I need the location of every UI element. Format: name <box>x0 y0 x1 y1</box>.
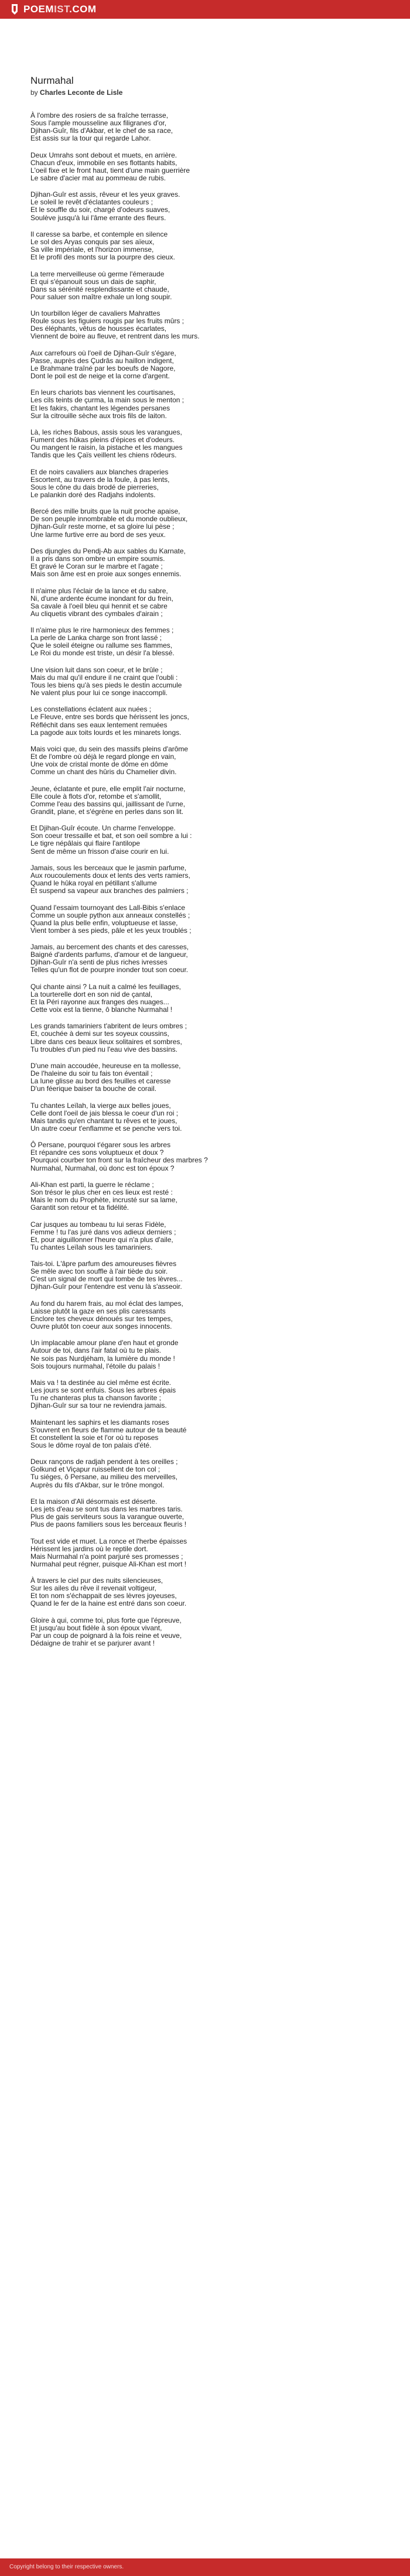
poem-stanza <box>30 864 382 895</box>
poem-stanza <box>30 627 382 657</box>
poem-line: Aux carrefours où l'oeil de Djihan-Guîr s'égare, <box>30 348 176 357</box>
poem-line: Et de noirs cavaliers aux blanches draperies <box>30 467 169 476</box>
poem-line: À l'ombre des rosiers de sa fraîche terrasse, <box>30 111 169 119</box>
poem-line: Au fond du harem frais, au mol éclat des lampes, <box>30 1299 183 1308</box>
poem-line: Celle dont l'oeil de jais blessa le coeur d'un roi ; <box>30 1109 179 1117</box>
poem-line: Soulève jusqu'à lui l'âme errante des fleurs. <box>30 213 166 222</box>
poem-line: Ne valent plus pour lui ce songe inaccompli. <box>30 689 168 697</box>
poem-line: Hérissent les jardins où le reptile dort. <box>30 1544 148 1553</box>
poem-line: À travers le ciel pur des nuits silencieuses, <box>30 1576 163 1585</box>
poem-line: Un tourbillon léger de cavaliers Mahrattes <box>30 309 160 318</box>
poem-line: Escortent, au travers de la foule, à pas lents, <box>30 475 170 484</box>
poem-line: Le Roi du monde est triste, un désir l'a blessé. <box>30 649 175 658</box>
poem-stanza <box>30 706 382 736</box>
poem-line: Pour saluer son maître exhale un long soupir. <box>30 292 172 301</box>
poem-line: Golkund et Viçapur ruissellent de ton col ; <box>30 1465 160 1474</box>
poem-line: Telles qu'un flot de pourpre inonder tout son coeur. <box>30 966 189 974</box>
poem-title: Nurmahal <box>30 75 74 86</box>
poem-stanza <box>30 1102 382 1133</box>
poem-line: Le tigre népâlais qui flaire l'antilope <box>30 839 141 848</box>
poem-line: Ali-Khan est parti, la guerre le réclame ; <box>30 1180 154 1189</box>
poem-line: Tu ne chanteras plus ta chanson favorite ; <box>30 1394 162 1402</box>
poem-stanza <box>30 1617 382 1647</box>
poem-line: Fument des hûkas pleins d'épices et d'odeurs. <box>30 436 175 444</box>
poem-line: Sa ville impériale, et l'horizon immense, <box>30 245 154 254</box>
poem-body <box>30 112 382 1647</box>
poem-line: Les grands tamariniers t'abritent de leurs ombres ; <box>30 1022 187 1031</box>
poem-stanza <box>30 548 382 578</box>
poem-stanza <box>30 1300 382 1330</box>
poem-line: Là, les riches Babous, assis sous les varangues, <box>30 428 182 436</box>
poem-line: Et qui s'épanouit sous un dais de saphir, <box>30 277 156 286</box>
poem-line: Les jets d'eau se sont tus dans les marbres taris. <box>30 1504 183 1513</box>
poem-line: Sa cavale à l'oeil bleu qui hennit et se cabre <box>30 601 168 610</box>
poem-line: Tu chantes Leïlah, la vierge aux belles joues, <box>30 1101 171 1110</box>
poem-line: La lune glisse au bord des feuilles et caresse <box>30 1077 171 1086</box>
poem-line: Sous le dôme royal de ton palais d'été. <box>30 1441 152 1449</box>
poem-line: Il caresse sa barbe, et contemple en silence <box>30 230 168 238</box>
poem-stanza <box>30 1022 382 1053</box>
poem-line: Comme un souple python aux anneaux constellés ; <box>30 911 190 919</box>
poem-line: Quand le fer de la haine est entré dans son coeur. <box>30 1599 187 1608</box>
poem-line: Son trésor le plus cher en ces lieux est resté : <box>30 1188 173 1196</box>
poem-line: Tais-toi. L'âpre parfum des amoureuses fièvres <box>30 1260 177 1268</box>
poem-line: Et ton nom s'échappait de ses lèvres joyeuses, <box>30 1592 177 1600</box>
poem-line: Auprès du fils d'Akbar, sur le trône mongol. <box>30 1480 165 1489</box>
poem-stanza <box>30 1260 382 1291</box>
poem-line: Femme ! tu l'as juré dans vos adieux derniers ; <box>30 1227 176 1236</box>
poem-line: Et le souffle du soir, chargé d'odeurs suaves, <box>30 206 170 214</box>
poem-line: Et, pour aiguillonner l'heure qui n'a plus d'aile, <box>30 1235 173 1244</box>
poem-line: Le Fleuve, entre ses bords que hérissent les joncs, <box>30 713 189 721</box>
poem-line: Au cliquetis vibrant des cymbales d'airain ; <box>30 609 163 618</box>
poem-stanza <box>30 231 382 261</box>
poem-line: Laisse plutôt la gaze en ses plis caressants <box>30 1306 166 1315</box>
poem-line: Deux rançons de radjah pendent à tes oreilles ; <box>30 1458 178 1466</box>
poem-line: Deux Umrahs sont debout et muets, en arrière. <box>30 150 177 159</box>
poem-stanza <box>30 1379 382 1410</box>
poem-line: Et, couchée à demi sur tes soyeux coussins, <box>30 1029 169 1038</box>
poem-line: Des djungles du Pendj-Ab aux sables du Karnate, <box>30 546 186 555</box>
poem-stanza <box>30 389 382 419</box>
poem-author[interactable]: Charles Leconte de Lisle <box>40 88 123 97</box>
poem-line: Qui chante ainsi ? La nuit a calmé les feuillages, <box>30 982 181 991</box>
poem-line: Sent de même un frisson d'aise courir en lui. <box>30 847 169 856</box>
quill-logo-icon <box>9 4 20 15</box>
poem-line: Sous l'ample mousseline aux filigranes d'or, <box>30 119 167 128</box>
poem-line: Chacun d'eux, immobile en ses flottants habits, <box>30 158 177 167</box>
poem-stanza <box>30 1181 382 1212</box>
poem-line: Djihan-Guîr pour l'entendre est venu là s'asseoir. <box>30 1282 182 1291</box>
poem-line: Djihan-Guîr reste morne, et sa gloire lui pèse ; <box>30 522 175 531</box>
poem-line: S'ouvrent en fleurs de flamme autour de ta beauté <box>30 1425 187 1434</box>
poem-stanza <box>30 1458 382 1489</box>
poem-stanza <box>30 904 382 935</box>
poem-line: Le sabre d'acier mat au pommeau de rubis. <box>30 173 166 182</box>
poem-line: Comme l'eau des bassins qui, jaillissant de l'urne, <box>30 799 186 808</box>
poem-line: Djihan-Guîr est assis, rêveur et les yeux graves. <box>30 190 180 199</box>
poem-line: Baigné d'ardents parfums, d'amour et de langueur, <box>30 950 188 959</box>
poem-line: La pagode aux toits lourds et les minarets longs. <box>30 728 182 737</box>
poem-line: Jamais, au bercement des chants et des caresses, <box>30 943 189 952</box>
poem-line: Le palankin doré des Radjahs indolents. <box>30 490 156 499</box>
poem-line: Djihan-Guîr sur sa tour ne reviendra jamais. <box>30 1401 167 1410</box>
poem-stanza <box>30 1141 382 1172</box>
poem-line: Tu siéges, ô Persane, au milieu des merveilles, <box>30 1473 178 1482</box>
poem-line: De l'haleine du soir tu fais ton éventail ; <box>30 1069 153 1078</box>
poem-line: Les constellations éclatent aux nuées ; <box>30 705 152 714</box>
poem-line: De son peuple innombrable et du monde oublieux, <box>30 515 188 524</box>
poem-line: Quand l'essaim tournoyant des Lall-Bibis s'enlace <box>30 903 186 912</box>
poem-line: Garantit son retour et ta fidélité. <box>30 1203 129 1212</box>
poem-stanza <box>30 666 382 697</box>
poem-line: Est assis sur la tour qui regarde Lahor. <box>30 134 151 143</box>
poem-line: Réfléchit dans ses eaux lentement remuées <box>30 720 168 729</box>
poem-line: Cette voix est la tienne, ô blanche Nurmahal ! <box>30 1005 173 1014</box>
poem-stanza <box>30 152 382 182</box>
poem-stanza <box>30 587 382 618</box>
poem-line: La terre merveilleuse où germe l'émeraude <box>30 269 165 278</box>
poem-line: Mais voici que, du sein des massifs pleins d'arôme <box>30 745 189 753</box>
poem-stanza <box>30 1538 382 1568</box>
poem-line: Ne sois pas Nurdjéham, la lumière du monde ! <box>30 1354 175 1363</box>
poem-stanza <box>30 943 382 974</box>
poem-line: Mais son âme est en proie aux songes ennemis. <box>30 570 182 579</box>
poem-line: Sur la citrouille sèche aux trois fils de laiton. <box>30 411 167 420</box>
poem-line: Car jusques au tombeau tu lui seras Fidèle, <box>30 1220 166 1229</box>
poem-line: Grandit, plane, et s'égrène en perles dans son lit. <box>30 807 184 816</box>
poem-line: Autour de toi, dans l'air fatal où tu te plais. <box>30 1346 162 1355</box>
poem-line: C'est un signal de mort qui tombe de tes lèvres... <box>30 1275 183 1284</box>
poem-stanza <box>30 1062 382 1093</box>
poem-line: Les jours se sont enfuis. Sous les arbres épais <box>30 1386 176 1395</box>
poem-line: Jeune, éclatante et pure, elle emplit l'air nocturne, <box>30 784 186 793</box>
poem-line: Ouvre plutôt ton coeur aux songes innocents. <box>30 1322 172 1331</box>
poem-line: Bercé des mille bruits que la nuit proche apaise, <box>30 507 180 516</box>
poem-stanza <box>30 1221 382 1251</box>
poem-line: Le sol des Aryas conquis par ses aïeux, <box>30 237 155 246</box>
poem-line: Une vision luit dans son coeur, et le brûle ; <box>30 665 163 674</box>
copyright-notice: Copyright belong to their respective owners. <box>9 2564 124 2570</box>
poem-line: Passe, auprès des Çudrâs au haillon indigent, <box>30 356 174 365</box>
poem-stanza <box>30 745 382 776</box>
poem-line: Vient tomber à ses pieds, pâle et les yeux troublés ; <box>30 926 192 935</box>
poem-stanza <box>30 271 382 301</box>
poem-line: Il n'aime plus le rire harmonieux des femmes ; <box>30 626 174 635</box>
poem-line: Djihan-Guîr, fils d'Akbar, et le chef de sa race, <box>30 126 173 135</box>
poem-stanza <box>30 112 382 142</box>
poem-stanza <box>30 508 382 538</box>
poem-line: Dans sa sérénité resplendissante et chaude, <box>30 285 169 293</box>
poem-line: Mais du mal qu'il endure il ne craint que l'oubli : <box>30 673 178 682</box>
poem-stanza <box>30 983 382 1014</box>
poem-line: Et le profil des monts sur la pourpre des cieux. <box>30 253 175 262</box>
poem-line: Les cils teints de çurma, la main sous le menton ; <box>30 396 184 405</box>
poem-line: Une larme furtive erre au bord de ses yeux. <box>30 530 166 539</box>
poem-line: Libre dans ces beaux lieux solitaires et sombres, <box>30 1037 182 1046</box>
poem-line: Que le soleil éteigne ou rallume ses flammes, <box>30 641 173 650</box>
poem-line: Sois toujours nurmahal, l'étoile du palais ! <box>30 1361 160 1370</box>
poem-line: Il n'aime plus l'éclair de la lance et du sabre, <box>30 586 168 595</box>
poem-line: Enclore tes cheveux dénoués sur tes tempes, <box>30 1314 173 1323</box>
poem-line: Plus de paons familiers sous les berceaux fleuris ! <box>30 1520 187 1529</box>
poem-line: Jamais, sous les berceaux que le jasmin parfume, <box>30 863 187 872</box>
poem-line: D'un féerique baiser ta bouche de corail. <box>30 1085 157 1093</box>
poem-line: Aux roucoulements doux et lents des verts ramiers, <box>30 871 190 880</box>
poem-line: Par un coup de poignard à la fois reine et veuve, <box>30 1631 182 1640</box>
header-bar <box>0 0 410 19</box>
poem-line: Et les fakirs, chantant les légendes persanes <box>30 403 170 412</box>
poem-stanza <box>30 1498 382 1528</box>
footer-bar <box>0 2558 410 2576</box>
poem-stanza <box>30 785 382 816</box>
poem-line: Maintenant les saphirs et les diamants roses <box>30 1418 169 1426</box>
poem-line: Ô Persane, pourquoi t'égarer sous les arbres <box>30 1141 171 1150</box>
poem-line: Ni, d'une ardente écume inondant for du frein, <box>30 594 173 603</box>
poem-line: Et gravé le Coran sur le marbre et l'agate ; <box>30 562 163 571</box>
poem-line: Sous le cône du dais brodé de pierreries, <box>30 483 159 491</box>
poem-line: Et la maison d'Ali désormais est déserte. <box>30 1497 158 1506</box>
poem-line: Dédaigne de trahir et se parjurer avant ! <box>30 1639 155 1648</box>
poem-line: Tu troubles d'un pied nu l'eau vive des bassins. <box>30 1045 177 1053</box>
poem-line: En leurs chariots bas viennent les courtisanes, <box>30 388 176 397</box>
poem-line: Un implacable amour plane d'en haut et gronde <box>30 1339 179 1347</box>
poem-line: Tu chantes Leïlah sous les tamariniers. <box>30 1243 153 1251</box>
poem-line: Viennent de boire au fleuve, et rentrent dans les murs. <box>30 332 200 341</box>
poem-container <box>30 75 382 1656</box>
poem-line: Il a pris dans son ombre un empire soumis. <box>30 554 165 563</box>
poem-line: Djihan-Guîr n'a senti de plus riches ivresses <box>30 958 168 967</box>
poem-line: Se mêle avec ton souffle à l'air tiède du soir. <box>30 1267 168 1276</box>
poem-line: Et jusqu'au bout fidèle à son époux vivant, <box>30 1623 162 1632</box>
poem-line: Comme un chant des hûris du Chamelier divin. <box>30 768 177 776</box>
poem-stanza <box>30 429 382 459</box>
poem-line: Tous les biens qu'à ses pieds le destin accumule <box>30 680 182 689</box>
poem-line: Quand la plus belle enfin, voluptueuse et lasse, <box>30 918 178 927</box>
poem-line: Dont le poil est de neige et la corne d'argent. <box>30 372 170 381</box>
poem-stanza <box>30 1419 382 1449</box>
poem-line: D'une main accoudée, heureuse en ta mollesse, <box>30 1062 181 1070</box>
poem-line: Mais va ! ta destinée au ciel même est écrite. <box>30 1378 172 1387</box>
poem-stanza <box>30 1577 382 1607</box>
poem-stanza <box>30 191 382 221</box>
poem-stanza <box>30 468 382 499</box>
poem-line: Et suspend sa vapeur aux branches des palmiers ; <box>30 887 189 895</box>
poem-line: Le soleil le revêt d'éclatantes couleurs ; <box>30 198 153 207</box>
poem-line: La perle de Lanka charge son front lassé ; <box>30 634 162 642</box>
poem-line: Un autre coeur t'enflamme et se penche vers toi. <box>30 1124 182 1133</box>
poem-line: Et Djihan-Guîr écoute. Un charme l'enveloppe. <box>30 824 176 833</box>
poem-line: Quand le hûka royal en pétillant s'allume <box>30 879 157 888</box>
site-name: POEMIST.COM <box>23 4 97 15</box>
poem-line: Elle coule à flots d'or, retombe et s'amollit, <box>30 792 162 800</box>
poem-line: La tourterelle dort en son nid de çantal, <box>30 990 153 998</box>
poem-line: Son coeur tressaille et bat, et son oeil sombre a lui : <box>30 832 192 840</box>
poem-line: L'oeil fixe et le front haut, tient d'une main guerrière <box>30 166 190 175</box>
poem-line: Tandis que les Çaïs veillent les chiens rôdeurs. <box>30 451 177 460</box>
poem-line: Roule sous les figuiers rougis par les fruits mûrs ; <box>30 317 184 326</box>
poem-line: Et de l'ombre où déjà le regard plonge en vain, <box>30 752 176 761</box>
poem-stanza <box>30 825 382 855</box>
poem-line: Tout est vide et muet. La ronce et l'herbe épaisses <box>30 1537 187 1545</box>
poem-line: Pourquoi courber ton front sur la fraîcheur des marbres ? <box>30 1156 208 1165</box>
poem-line: Et la Péri rayonne aux franges des nuages... <box>30 997 169 1006</box>
poem-line: Mais le nom du Prophète, incrusté sur sa lame, <box>30 1196 177 1205</box>
poem-line: Mais tandis qu'en chantant tu rêves et te joues, <box>30 1116 177 1125</box>
poem-line: Nurmahal peut régner, puisque Ali-Khan est mort ! <box>30 1559 187 1568</box>
poem-byline <box>30 88 382 97</box>
poem-line: Mais Nurmahal n'a point parjuré ses promesses ; <box>30 1552 183 1561</box>
poem-line: Le Brahmane traîné par les boeufs de Nagore, <box>30 364 176 372</box>
poem-line: Nurmahal, Nurmahal, où donc est ton époux ? <box>30 1164 175 1172</box>
poem-line: Une voix de cristal monte de dôme en dôme <box>30 760 168 769</box>
poem-stanza <box>30 310 382 340</box>
poem-line: Gloire à qui, comme toi, plus forte que l'épreuve, <box>30 1616 182 1624</box>
poem-line: Sur les ailes du rêve il revenait voltigeur, <box>30 1584 156 1593</box>
site-logo[interactable] <box>9 4 97 15</box>
poem-line: Et répandre ces sons voluptueux et doux ? <box>30 1148 164 1157</box>
poem-line: Ou mangent le raisin, la pistache et les mangues <box>30 443 183 452</box>
poem-line: Des éléphants, vêtus de housses écarlates, <box>30 324 167 333</box>
poem-stanza <box>30 350 382 380</box>
by-prefix: by <box>30 88 38 97</box>
poem-line: Et constellent la soie et l'or où tu reposes <box>30 1433 159 1442</box>
poem-line: Plus de gais serviteurs sous la varangue ouverte, <box>30 1513 184 1521</box>
poem-stanza <box>30 1339 382 1370</box>
